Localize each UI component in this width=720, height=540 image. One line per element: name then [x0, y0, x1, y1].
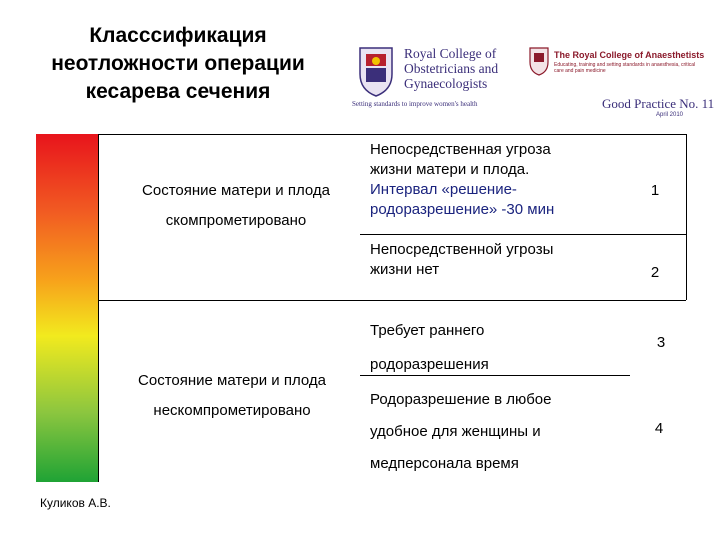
- category-4-number: 4: [654, 420, 664, 437]
- table-divider-category1: [360, 234, 686, 235]
- rca-logo: [528, 44, 715, 124]
- rcog-tagline: Setting standards to improve women's health: [352, 100, 478, 108]
- group-compromised-line1: Состояние матери и плода: [142, 182, 330, 199]
- rcog-logo: [352, 44, 522, 110]
- page-title: Класссификация неотложности операции кесарева сечения: [51, 24, 305, 103]
- category-3-line1: Требует раннего: [370, 322, 485, 339]
- group-not-compromised-line2: нескомпрометировано: [153, 402, 311, 419]
- category-1-line3: Интервал «решение-: [370, 181, 517, 198]
- category-3-number: 3: [656, 334, 666, 351]
- table-divider-group: [98, 300, 686, 301]
- table-border-right: [686, 134, 687, 300]
- group-compromised-label: [112, 176, 360, 236]
- category-1-line4: родоразрешение» -30 мин: [370, 201, 555, 218]
- group-compromised-line2: скомпрометировано: [165, 212, 307, 229]
- category-2-line1: Непосредственной угрозы: [370, 241, 554, 258]
- group-not-compromised-line1: Состояние матери и плода: [138, 372, 326, 389]
- category-1-description: [370, 140, 630, 220]
- table-border-left: [98, 134, 99, 482]
- category-3-description: [370, 314, 630, 382]
- category-1-line1: Непосредственная угроза: [370, 141, 551, 158]
- urgency-gradient-bar: [36, 134, 98, 482]
- publication-date: April 2010: [656, 112, 684, 118]
- good-practice-label: Good Practice No. 11: [602, 96, 715, 111]
- category-2-description: [370, 240, 630, 280]
- table-border-top: [98, 134, 686, 135]
- category-2-line2: жизни нет: [370, 261, 440, 278]
- author-credit: Куликов А.В.: [40, 496, 111, 510]
- category-4-line1: Родоразрешение в любое: [370, 391, 552, 408]
- rca-name: The Royal College of Anaesthetists: [554, 50, 705, 60]
- rca-subtitle: Educating, training and setting standards in anaesthesia, critical care and pain medicine: [554, 62, 696, 74]
- category-1-line2: жизни матери и плода.: [370, 161, 530, 178]
- group-not-compromised-label: [108, 366, 356, 426]
- category-4-line2: удобное для женщины и: [370, 423, 541, 440]
- rcog-crest-icon: [354, 44, 398, 98]
- rca-crest-icon: [528, 46, 550, 76]
- category-4-line3: медперсонала время: [370, 455, 519, 472]
- category-2-number: 2: [650, 264, 660, 281]
- category-3-line2: родоразрешения: [370, 356, 489, 373]
- rcog-name: Royal College of Obstetricians and Gynaecologists: [404, 46, 499, 91]
- category-4-description: [370, 384, 630, 480]
- category-1-number: 1: [650, 182, 660, 199]
